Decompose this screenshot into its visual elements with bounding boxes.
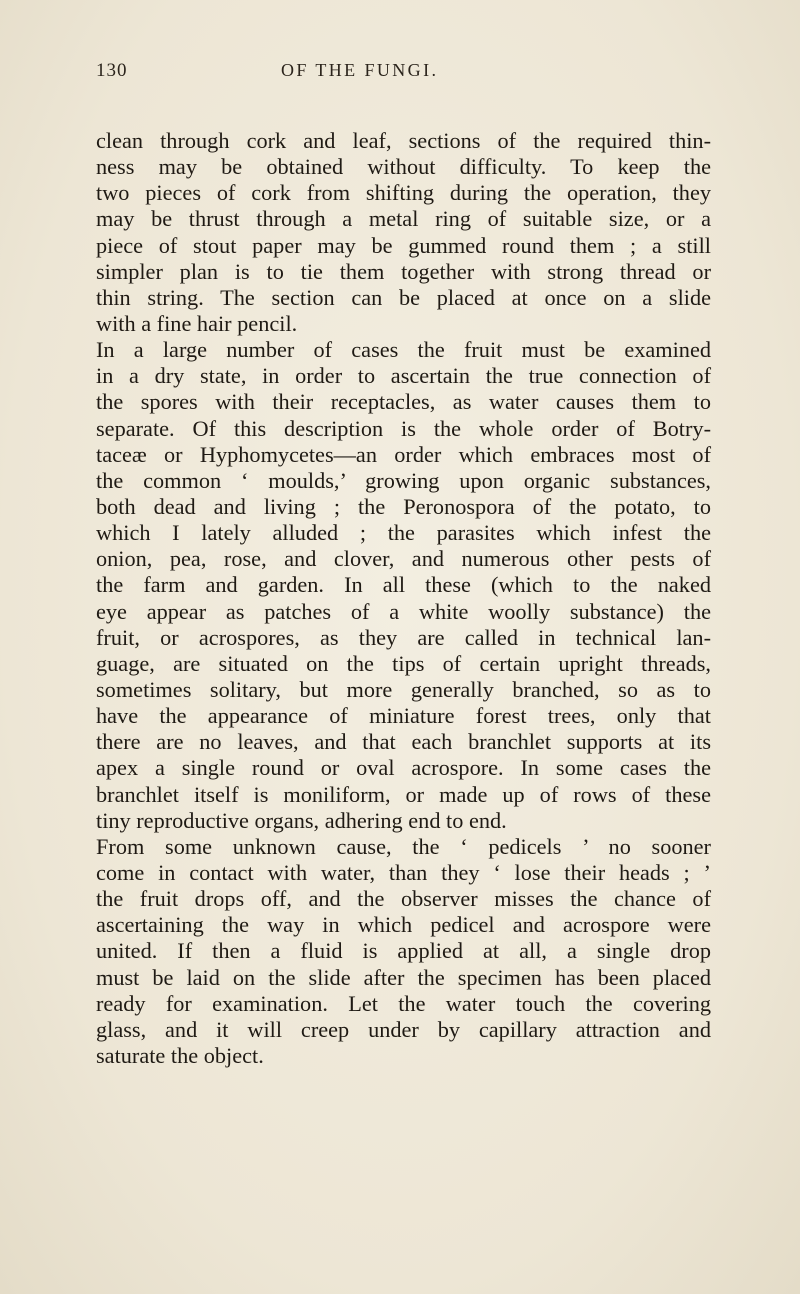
text-line: simpler plan is to tie them together with strong thread or	[96, 258, 711, 284]
page-number: 130	[96, 60, 128, 81]
text-line: piece of stout paper may be gummed round them ; a still	[96, 232, 711, 258]
text-line: ready for examination. Let the water touch the covering	[96, 990, 711, 1016]
text-line: which I lately alluded ; the parasites which infest the	[96, 520, 711, 546]
text-line: branchlet itself is moniliform, or made up of rows of these	[96, 781, 711, 807]
text-line: saturate the object.	[96, 1042, 264, 1068]
text-line: two pieces of cork from shifting during the operation, they	[96, 180, 711, 206]
text-line: tiny reproductive organs, adhering end to end.	[96, 807, 507, 833]
running-head	[0, 52, 800, 82]
text-line: From some unknown cause, the ‘ pedicels ’ no sooner	[96, 833, 711, 859]
text-line: the fruit drops off, and the observer misses the chance of	[96, 886, 711, 912]
text-line: onion, pea, rose, and clover, and numerous other pests of	[96, 546, 711, 572]
text-line: ascertaining the way in which pedicel and acrospore were	[96, 912, 711, 938]
text-line: glass, and it will creep under by capillary attraction and	[96, 1016, 711, 1042]
text-line: ness may be obtained without difficulty. To keep the	[96, 154, 711, 180]
text-line: sometimes solitary, but more generally branched, so as to	[96, 676, 711, 702]
text-line: eye appear as patches of a white woolly substance) the	[96, 598, 711, 624]
text-line: the spores with their receptacles, as water causes them to	[96, 389, 711, 415]
text-line: there are no leaves, and that each branchlet supports at its	[96, 729, 711, 755]
text-line: clean through cork and leaf, sections of the required thin-	[96, 128, 711, 153]
text-line: have the appearance of miniature forest trees, only that	[96, 703, 711, 729]
text-line: apex a single round or oval acrospore. In some cases the	[96, 755, 711, 781]
text-line: must be laid on the slide after the specimen has been placed	[96, 964, 711, 990]
text-line: with a fine hair pencil.	[96, 310, 298, 336]
text-line: the farm and garden. In all these (which to the naked	[96, 572, 711, 598]
text-line: the common ‘ moulds,’ growing upon organic substances,	[96, 467, 711, 493]
running-title: OF THE FUNGI.	[281, 60, 439, 80]
text-line: united. If then a fluid is applied at all, a single drop	[96, 938, 711, 964]
text-line: thin string. The section can be placed at once on a slide	[96, 284, 711, 310]
text-line: may be thrust through a metal ring of suitable size, or a	[96, 206, 711, 232]
text-line: In a large number of cases the fruit must be examined	[96, 337, 711, 363]
text-line: guage, are situated on the tips of certain upright threads,	[96, 650, 711, 676]
body-text	[96, 128, 711, 1069]
text-line: both dead and living ; the Peronospora of the potato, to	[96, 493, 711, 519]
text-line: come in contact with water, than they ‘ lose their heads ; ’	[96, 859, 711, 885]
text-line: in a dry state, in order to ascertain the true connection of	[96, 363, 711, 389]
text-line: taceæ or Hyphomycetes—an order which embraces most of	[96, 441, 711, 467]
text-line: separate. Of this description is the whole order of Botry-	[96, 415, 711, 441]
text-line: fruit, or acrospores, as they are called in technical lan-	[96, 624, 711, 650]
